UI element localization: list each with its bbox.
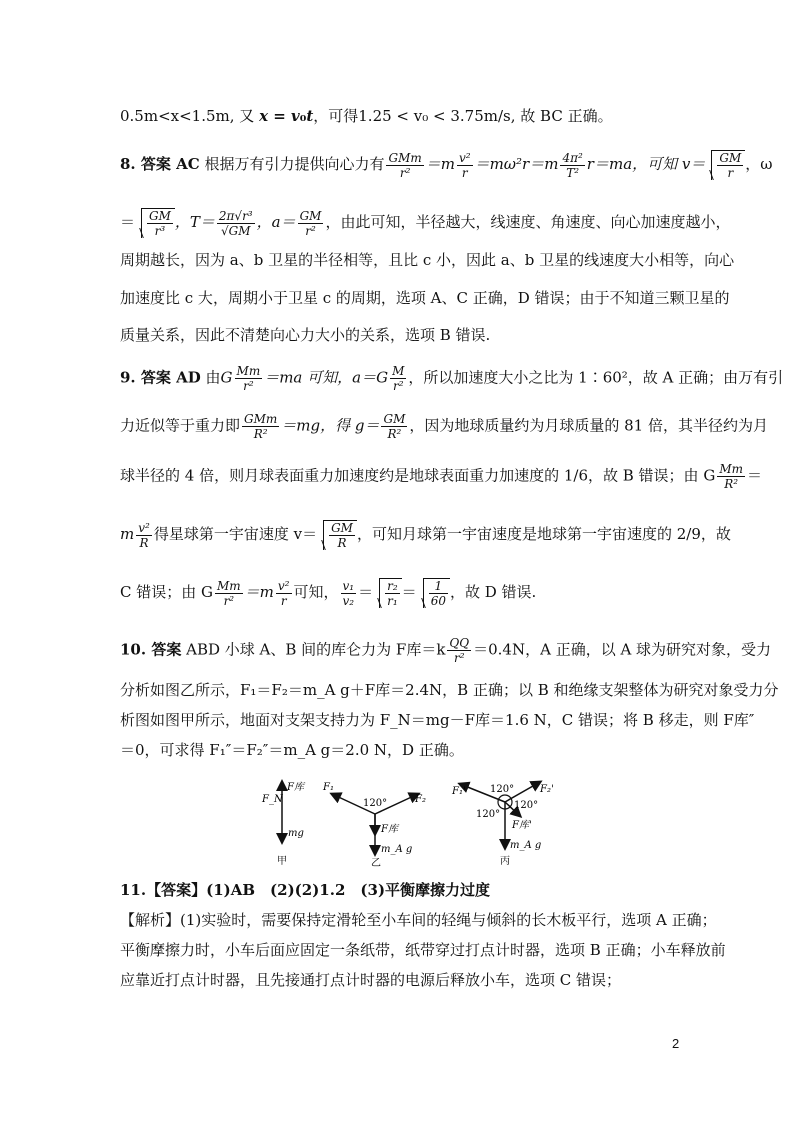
fraction: $\frac{Mm}{\text{r²}}$ [217,578,241,608]
text: ，ω [745,155,773,173]
text: ＝ma 可知，a＝G [264,368,389,387]
text: ＝ [746,466,762,485]
answer-heading: 8. 答案 AC [120,155,200,173]
text: ＝mg，得 g＝ [281,416,380,435]
text: 根据万有引力提供向心力有 [204,155,385,173]
text: ，可得 [313,107,359,125]
text: 平衡摩擦力时，小车后面应固定一条纸带，纸带穿过打点计时器，选项 B 正确；小车释放前 [120,941,726,959]
text: 分析如图乙所示，F₁＝F₂＝m_A g＋F库＝2.4N，B 正确；以 B 和绝缘支架整体为研究对象受力分 [120,681,779,699]
sqrt: $\frac{GM}{R}$ [323,520,357,550]
label-angle-3: 120° [476,809,501,820]
fraction: $\frac{GM}{\text{r²}}$ [299,208,322,238]
q8-line-5 [120,325,490,345]
q8-line-3 [120,250,734,270]
q9-line-5 [120,578,536,608]
fraction: $\frac{\text{GMm}}{\text{r²}}$ [388,150,422,180]
q8-line-2 [120,208,730,238]
label-mg: mg [288,828,304,839]
force-diagrams [0,772,800,872]
fraction: $\frac{Mm}{\text{r²}}$ [236,364,261,393]
label-fkp: F库' [512,820,532,831]
q10-line-3 [120,710,754,730]
diagram-yi [322,782,426,869]
fraction: $\frac{\text{GMm}}{\text{R²}}$ [244,412,278,441]
label-jia: 甲 [277,856,287,867]
diagram-jia [261,781,306,867]
label-f2: F₂ [415,794,426,805]
label-f1p: F₁' [452,786,466,797]
page-number: 2 [672,1036,680,1051]
text: 加速度比 c 大，周期小于卫星 c 的周期，选项 A、C 正确，D 错误；由于不知道三颗卫星的 [120,289,730,307]
answer-heading: 9. 答案 AD [120,368,201,387]
text: 得星球第一宇宙速度 v＝ [153,525,318,543]
fraction: $\frac{M}{\text{r²}}$ [392,364,405,393]
text: ＝0，可求得 F₁″＝F₂″＝m_A g＝2.0 N，D 正确。 [120,741,464,759]
answer-heading: 10. 答案 [120,640,182,659]
sqrt: $\frac{GM}{r}$ [711,150,745,180]
q11-line-2 [120,940,726,960]
fraction: $\frac{\text{v²}}{R}$ [138,520,150,550]
fraction: $\frac{\text{v₁}}{\text{v₂}}$ [342,578,355,608]
label-yi: 乙 [371,858,381,869]
text: ，由此可知，半径越大，线速度、角速度、向心加速度越小， [325,213,731,231]
label-angle-1: 120° [490,784,515,795]
label-angle-2: 120° [514,800,539,811]
label-fk: F库 [381,824,398,835]
text: 球半径的 4 倍，则月球表面重力加速度约是地球表面重力加速度的 1/6，故 B 错误；由 G [120,466,716,485]
fraction: $\frac{QQ}{\text{r²}}$ [449,636,470,665]
text: 由 [205,368,221,387]
fraction: $\frac{\text{4π²}}{\text{T²}}$ [562,150,583,180]
text: 析图如图甲所示，地面对支架支持力为 F_N＝mg－F库＝1.6 N，C 错误；将 B 移走，则 F库″ [120,711,755,729]
text: 【解析】(1)实验时，需要保持定滑轮至小车间的轻绳与倾斜的长木板平行，选项 A 正确； [120,911,717,929]
sqrt: $\frac{GM}{\text{r³}}$ [141,208,175,238]
text: ＝0.4N，A 正确，以 A 球为研究对象，受力 [473,640,772,659]
formula: t [306,107,314,125]
text: G [220,368,233,387]
q11-line-3 [120,970,621,990]
sqrt: $\frac{\text{r₂}}{\text{r₁}}$ [379,578,402,608]
text: ＝m [425,155,455,173]
line-q7-end [120,106,613,126]
text: 周期越长，因为 a、b 卫星的半径相等，且比 c 小，因此 a、b 卫星的线速度大小相等，向心 [120,251,735,269]
q11-heading [120,880,490,900]
q10-line-1 [120,636,771,665]
fraction: $\frac{\text{v²}}{r}$ [277,578,290,608]
label-angle: 120° [363,798,388,809]
text: 可知， [293,583,339,601]
text: ABD 小球 A、B 间的库仑力为 F库＝k [186,640,446,659]
q9-line-4 [120,520,731,550]
fraction: $\frac{GM}{\text{R²}}$ [383,412,406,441]
text: m/s, 故 BC 正确。 [483,107,613,125]
q10-line-4 [120,740,464,760]
text: r＝ma，可知 v＝ [586,155,706,173]
label-f2p: F₂' [540,784,554,795]
text: m [120,525,135,543]
text: ＝ [358,583,374,601]
fraction: $\frac{\text{2π√r³}}{√GM}$ [218,208,253,238]
formula: 1.25 < v₀ < 3.75 [358,107,484,125]
label-magb: m_A g [510,840,542,851]
q9-line-1 [120,364,783,393]
q10-line-2 [120,680,779,700]
sqrt: $\frac{1}{60}$ [423,578,450,608]
text: ，因为地球质量约为月球质量的 81 倍，其半径约为月 [409,416,768,435]
text: ，可知月球第一宇宙速度是地球第一宇宙速度的 2/9，故 [356,525,731,543]
text: ，故 D 错误. [449,583,537,601]
text: ，a＝ [256,213,296,231]
q8-line-1 [120,150,773,180]
fraction: $\frac{Mm}{\text{R²}}$ [719,462,743,491]
label-fk: F库 [287,782,304,793]
label-fn: F_N [262,794,283,805]
q9-line-3 [120,462,762,491]
text: 应靠近打点计时器，且先接通打点计时器的电源后释放小车，选项 C 错误； [120,971,622,989]
answer-heading: 11.【答案】(1)AB (2)(2)1.2 (3)平衡摩擦力过度 [120,881,491,899]
label-f1: F₁ [323,782,334,793]
q8-line-4 [120,288,730,308]
label-mag: m_A g [381,844,413,855]
q9-line-2 [120,412,768,441]
text: ，T＝ [174,213,215,231]
q11-line-1 [120,910,717,930]
diagram-bing [451,782,554,867]
text: ＝ [401,583,417,601]
text: ＝m [244,583,274,601]
text: 质量关系，因此不清楚向心力大小的关系，选项 B 错误. [120,326,491,344]
label-bing: 丙 [500,856,510,867]
text: C 错误；由 G [120,583,213,601]
formula: x = v [259,107,300,125]
text: ＝mω²r＝m [474,155,559,173]
text: ，所以加速度大小之比为 1∶60²，故 A 正确；由万有引 [408,368,784,387]
text: 力近似等于重力即 [120,416,241,435]
fraction: $\frac{\text{v²}}{r}$ [458,150,471,180]
text: 0.5m<x<1.5m, 又 [120,107,260,125]
text: ＝ [120,213,136,231]
subscript: ₀ [299,107,307,125]
